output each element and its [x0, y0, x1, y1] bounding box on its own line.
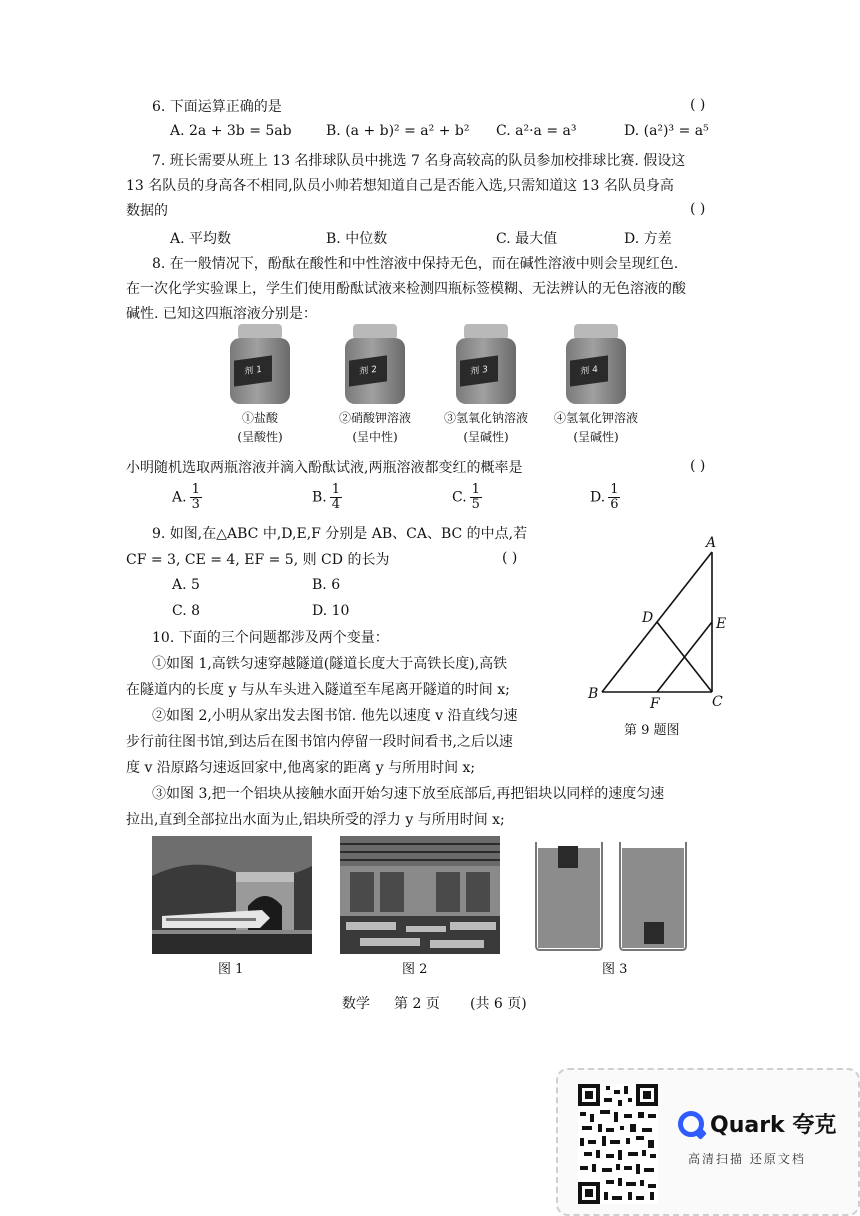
q10-item3-line-2: 拉出,直到全部拉出水面为止,铝块所受的浮力 y 与所用时间 x;: [126, 812, 505, 828]
point-label-a: A: [706, 535, 717, 551]
q8-question: 小明随机选取两瓶溶液并滴入酚酞试液,两瓶溶液都变红的概率是: [126, 460, 523, 476]
figure-1-caption: 图 1: [218, 962, 244, 977]
q6-option-a: A. 2a + 3b = 5ab: [170, 123, 292, 139]
bottle-tag-3: 剂 3: [460, 355, 498, 386]
point-label-e: E: [716, 616, 727, 632]
q8-line-1: 8. 在一般情况下，酚酞在酸性和中性溶液中保持无色，而在碱性溶液中则会呈现红色.: [152, 256, 679, 272]
q9-option-b: B. 6: [312, 577, 341, 593]
q6-option-b: B. (a + b)² = a² + b²: [326, 123, 470, 139]
figure-2-caption: 图 2: [402, 962, 428, 977]
q10-item2-line-1: ②如图 2,小明从家出发去图书馆. 他先以速度 v 沿直线匀速: [152, 708, 518, 724]
q8-option-c: C. $\frac{1}{5}$: [452, 482, 480, 512]
q10-intro: 10. 下面的三个问题都涉及两个变量：: [152, 630, 389, 646]
footer-page: 第 2 页: [394, 996, 440, 1012]
q10-item2-line-2: 步行前往图书馆,到达后在图书馆内停留一段时间看书,之后以速: [126, 734, 513, 750]
q7-option-a: A. 平均数: [170, 231, 232, 247]
q8-line-2: 在一次化学实验课上，学生们使用酚酞试液来检测四瓶标签模糊、无法辨认的无色溶液的酸: [126, 281, 686, 297]
q8-line-3: 碱性. 已知这四瓶溶液分别是：: [126, 306, 317, 322]
q7-line-1: 7. 班长需要从班上 13 名排球队员中挑选 7 名身高较高的队员参加校排球比赛. 假设这: [152, 153, 686, 169]
point-label-c: C: [712, 694, 723, 710]
q9-answer-paren: ( ): [502, 550, 518, 566]
quark-brand-name: Quark 夸克: [710, 1113, 837, 1138]
q9-line-2: CF = 3, CE = 4, EF = 5, 则 CD 的长为: [126, 552, 390, 568]
quark-slogan: 高清扫描 还原文档: [688, 1152, 806, 1166]
bottle-nature-3: (呈碱性): [463, 430, 509, 444]
q10-item3-line-1: ③如图 3,把一个铝块从接触水面开始匀速下放至底部后,再把铝块以同样的速度匀速: [152, 786, 665, 802]
qr-code-icon: [578, 1084, 698, 1204]
q8-option-b: B. $\frac{1}{4}$: [312, 482, 341, 512]
q9-triangle-figure: [580, 530, 760, 710]
figure-3-caption: 图 3: [602, 962, 628, 977]
q10-item2-line-3: 度 v 沿原路匀速返回家中,他离家的距离 y 与所用时间 x;: [126, 760, 476, 776]
reagent-bottle-1: [230, 324, 290, 406]
bottle-tag-2: 剂 2: [349, 355, 387, 386]
figure-2-library: [340, 836, 500, 954]
bottle-name-1: ①盐酸: [241, 411, 278, 425]
q7-answer-paren: ( ): [690, 201, 706, 217]
quark-logo-icon: [678, 1111, 704, 1137]
q9-option-c: C. 8: [172, 603, 201, 619]
bottle-nature-4: (呈碱性): [573, 430, 619, 444]
bottle-tag-4: 剂 4: [570, 355, 608, 386]
bottle-nature-2: (呈中性): [352, 430, 398, 444]
q7-option-c: C. 最大值: [496, 231, 558, 247]
point-label-d: D: [642, 610, 654, 626]
q7-option-d: D. 方差: [624, 231, 672, 247]
quark-logo: [678, 1108, 836, 1139]
q9-figure-caption: 第 9 题图: [624, 723, 680, 738]
figure-3-beakers: [530, 836, 710, 954]
reagent-bottle-2: [345, 324, 405, 406]
reagent-bottle-3: [456, 324, 516, 406]
q7-line-2: 13 名队员的身高各不相同,队员小帅若想知道自己是否能入选,只需知道这 13 名队员身高: [126, 178, 674, 194]
q9-option-d: D. 10: [312, 603, 350, 619]
point-label-b: B: [588, 686, 599, 702]
bottle-name-2: ②硝酸钾溶液: [338, 411, 411, 425]
bottle-tag-1: 剂 1: [234, 355, 272, 386]
bottle-name-3: ③氢氧化钠溶液: [443, 411, 528, 425]
q9-option-a: A. 5: [172, 577, 200, 593]
q7-option-b: B. 中位数: [326, 231, 388, 247]
footer-total-pages: (共 6 页): [470, 996, 527, 1012]
reagent-bottle-4: [566, 324, 626, 406]
q10-item1-line-2: 在隧道内的长度 y 与从车头进入隧道至车尾离开隧道的时间 x;: [126, 682, 510, 698]
quark-scan-watermark: [556, 1068, 860, 1216]
q6-stem: 6. 下面运算正确的是: [152, 99, 282, 115]
q7-line-3: 数据的: [126, 203, 168, 219]
q10-item1-line-1: ①如图 1,高铁匀速穿越隧道(隧道长度大于高铁长度),高铁: [152, 656, 508, 672]
q8-answer-paren: ( ): [690, 458, 706, 474]
point-label-f: F: [650, 696, 660, 710]
q9-line-1: 9. 如图,在△ABC 中,D,E,F 分别是 AB、CA、BC 的中点,若: [152, 526, 528, 542]
footer-subject: 数学: [342, 996, 370, 1012]
q8-option-a: A. $\frac{1}{3}$: [172, 482, 200, 512]
q8-option-d: D. $\frac{1}{6}$: [590, 482, 619, 512]
bottle-nature-1: (呈酸性): [237, 430, 283, 444]
figure-1-train-tunnel: [152, 836, 312, 954]
q6-answer-paren: ( ): [690, 97, 706, 113]
q6-option-d: D. (a²)³ = a⁵: [624, 123, 709, 139]
q6-option-c: C. a²·a = a³: [496, 123, 577, 139]
bottle-name-4: ④氢氧化钾溶液: [553, 411, 638, 425]
